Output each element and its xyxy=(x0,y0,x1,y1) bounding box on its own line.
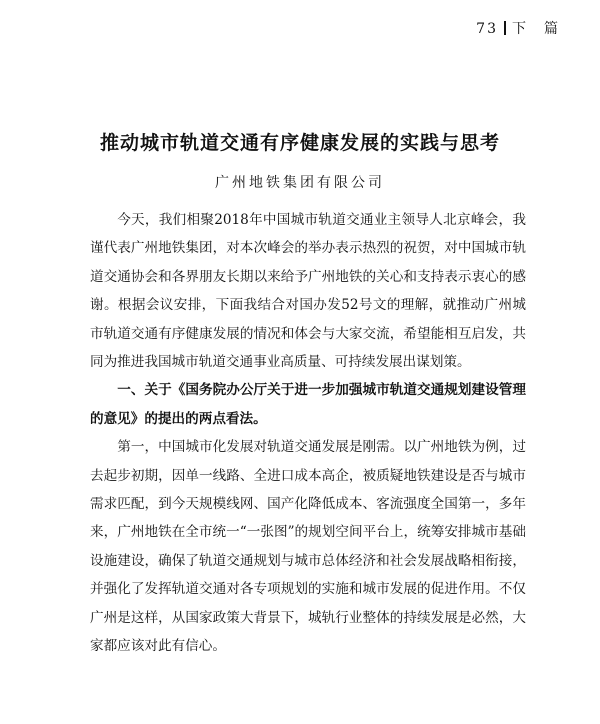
article-author: 广州地铁集团有限公司 xyxy=(215,175,385,191)
paragraph-intro: 今天，我们相聚2018年中国城市轨道交通业主领导人北京峰会，我谨代表广州地铁集团，对本次峰会的举办表示热烈的祝贺，对中国城市轨道交通协会和各界朋友长期以来给予广州地铁的关心和支持表示衷心的感谢。根据会议安排，下面我结合对国办发52号文的理解，就推动广州城市轨道交通有序健康发展的情况和体会与大家交流，希望能相互启发，共同为推进我国城市轨道交通事业高质量、可持续发展出谋划策。 xyxy=(90,212,526,371)
running-head xyxy=(476,18,560,38)
page-number: 73 xyxy=(476,21,498,37)
section-label: 下 篇 xyxy=(512,21,560,37)
section-heading-1: 一、关于《国务院办公厅关于进一步加强城市轨道交通规划建设管理的意见》的提出的两点看法。 xyxy=(90,382,526,427)
article-title: 推动城市轨道交通有序健康发展的实践与思考 xyxy=(99,132,500,154)
header-separator xyxy=(504,21,506,35)
article-body xyxy=(90,206,526,661)
paragraph-first-point: 第一，中国城市化发展对轨道交通发展是刚需。以广州地铁为例，过去起步初期，因单一线路、全进口成本高企，被质疑地铁建设是否与城市需求匹配，到今天规模线网、国产化降低成本、客流强度全国第一，多年来，广州地铁在全市统一“一张图”的规划空间平台上，统筹安排城市基础设施建设，确保了轨道交通规划与城市总体经济和社会发展战略相衔接，并强化了发挥轨道交通对各专项规划的实施和城市发展的促进作用。不仅广州是这样，从国家政策大背景下，城轨行业整体的持续发展是必然，大家都应该对此有信心。 xyxy=(90,439,526,655)
